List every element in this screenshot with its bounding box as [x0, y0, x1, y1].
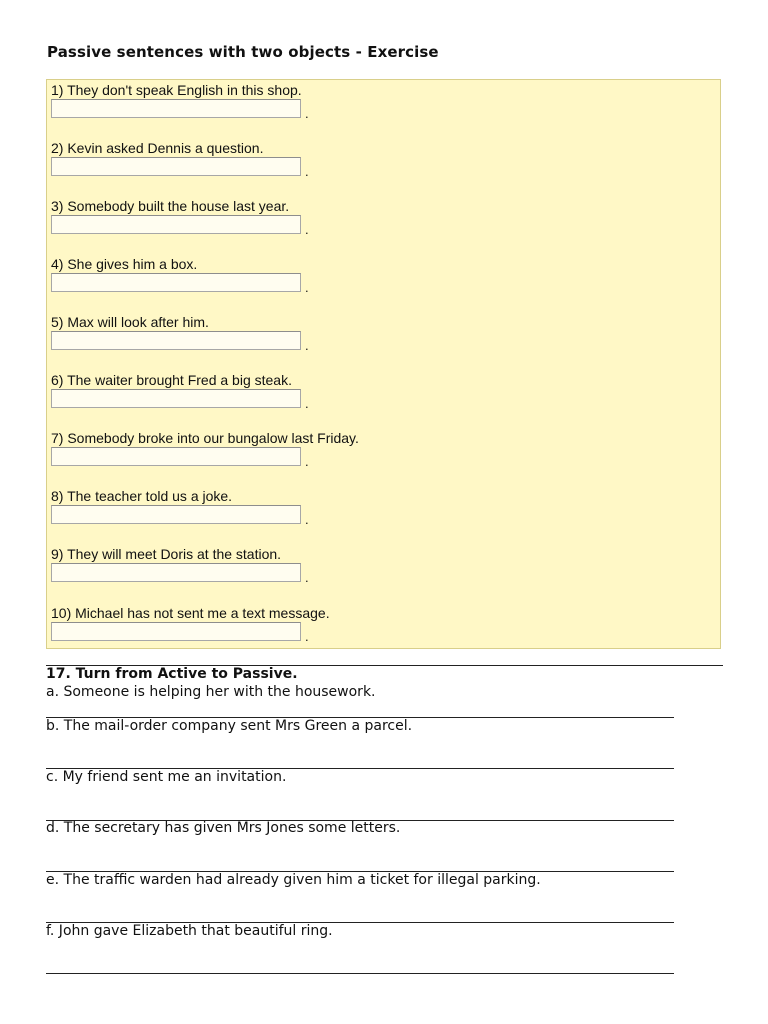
answer-input-10[interactable]: [51, 622, 301, 641]
answer-input-4[interactable]: [51, 273, 301, 292]
task-d: d. The secretary has given Mrs Jones some letters.: [46, 820, 401, 836]
exercise-sentence-6: 6) The waiter brought Fred a big steak.: [51, 372, 292, 388]
answer-input-5[interactable]: [51, 331, 301, 350]
exercise-item-9: [51, 546, 309, 585]
task-e: e. The traffic warden had already given him a ticket for illegal parking.: [46, 872, 541, 888]
exercise-sentence-4: 4) She gives him a box.: [51, 256, 198, 272]
exercise-item-10: [51, 605, 330, 644]
answer-input-7[interactable]: [51, 447, 301, 466]
answer-input-2[interactable]: [51, 157, 301, 176]
task-f: f. John gave Elizabeth that beautiful ring.: [46, 923, 333, 939]
answer-input-1[interactable]: [51, 99, 301, 118]
answer-input-3[interactable]: [51, 215, 301, 234]
answer-input-8[interactable]: [51, 505, 301, 524]
period-1: .: [305, 106, 309, 121]
exercise-item-2: [51, 140, 309, 179]
exercise-item-8: [51, 488, 309, 527]
period-2: .: [305, 164, 309, 179]
exercise-sentence-2: 2) Kevin asked Dennis a question.: [51, 140, 264, 156]
page-title: Passive sentences with two objects - Exercise: [47, 43, 439, 61]
task-a: a. Someone is helping her with the housework.: [46, 684, 376, 700]
exercise-item-4: [51, 256, 309, 295]
task-b: b. The mail-order company sent Mrs Green a parcel.: [46, 718, 413, 734]
exercise-sentence-1: 1) They don't speak English in this shop.: [51, 82, 302, 98]
answer-input-6[interactable]: [51, 389, 301, 408]
period-10: .: [305, 629, 309, 644]
exercise-item-1: [51, 82, 309, 121]
period-7: .: [305, 454, 309, 469]
exercise-sentence-5: 5) Max will look after him.: [51, 314, 209, 330]
answer-input-9[interactable]: [51, 563, 301, 582]
period-6: .: [305, 396, 309, 411]
exercise-sentence-7: 7) Somebody broke into our bungalow last Friday.: [51, 430, 359, 446]
exercise-sentence-8: 8) The teacher told us a joke.: [51, 488, 233, 504]
exercise-box: [46, 79, 721, 649]
exercise-item-5: [51, 314, 309, 353]
exercise-item-3: [51, 198, 309, 237]
period-9: .: [305, 570, 309, 585]
exercise-item-6: [51, 372, 309, 411]
period-4: .: [305, 280, 309, 295]
exercise-item-7: [51, 430, 359, 469]
period-5: .: [305, 338, 309, 353]
period-3: .: [305, 222, 309, 237]
exercise-sentence-3: 3) Somebody built the house last year.: [51, 198, 290, 214]
task-c: c. My friend sent me an invitation.: [46, 769, 287, 785]
exercise-sentence-9: 9) They will meet Doris at the station.: [51, 546, 282, 562]
period-8: .: [305, 512, 309, 527]
answer-line-f[interactable]: [46, 973, 674, 974]
exercise-sentence-10: 10) Michael has not sent me a text message.: [51, 605, 330, 621]
section-heading: 17. Turn from Active to Passive.: [46, 666, 298, 682]
